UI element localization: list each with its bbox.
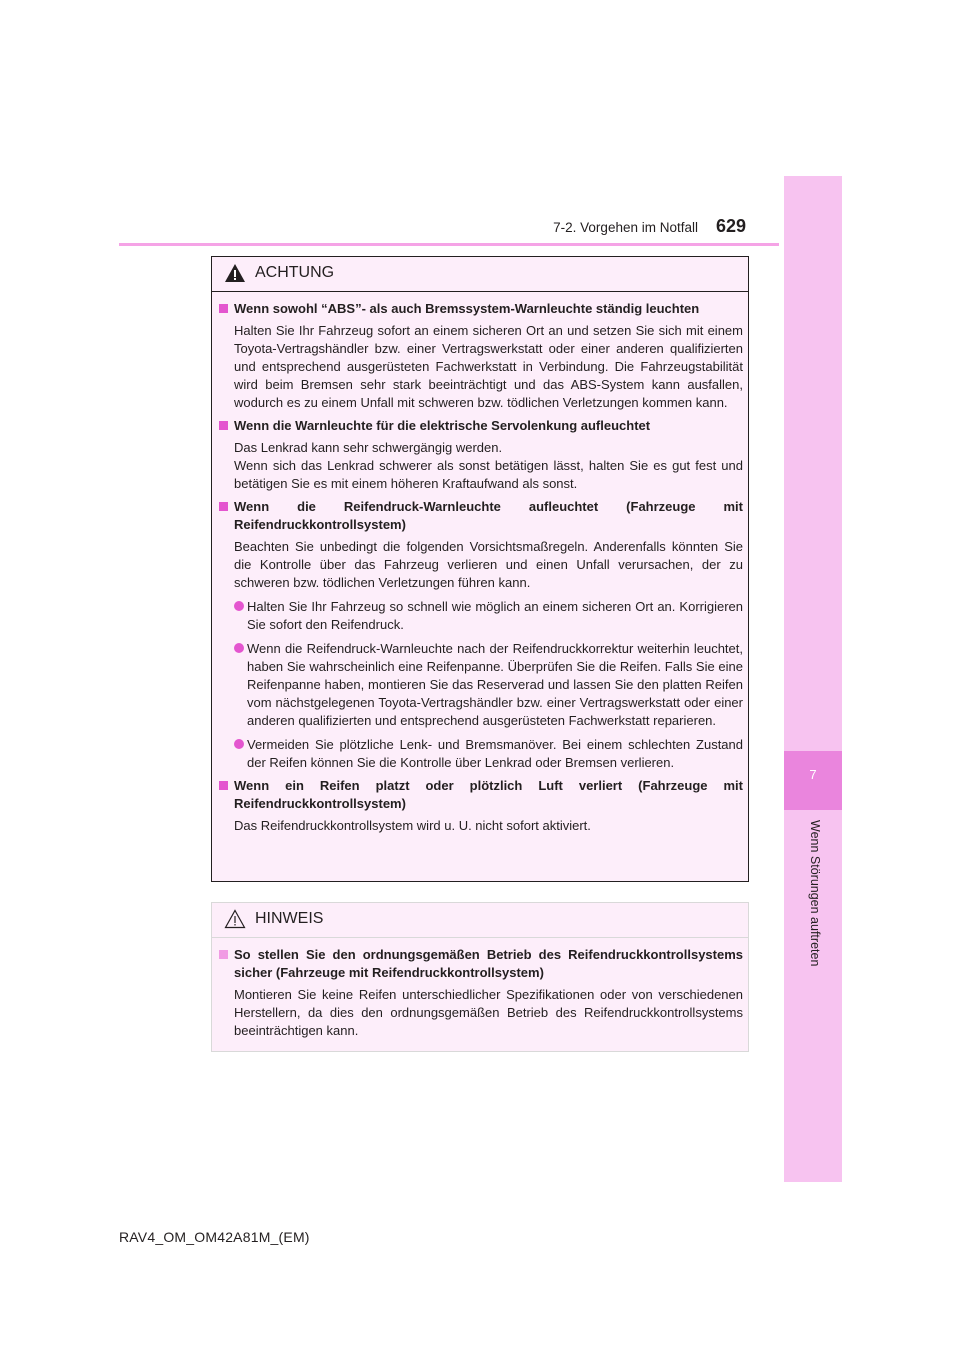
round-bullet-icon	[234, 739, 244, 749]
chapter-side-tab	[784, 176, 842, 1182]
square-bullet-icon	[219, 502, 228, 511]
item-title: Wenn ein Reifen platzt oder plötzlich Luft verliert (Fahrzeuge mit Reifendruckkontrollsystem)	[234, 778, 743, 811]
page-number: 629	[716, 216, 747, 236]
item-title: Wenn sowohl “ABS”- als auch Bremssystem-Warnleuchte ständig leuchten	[234, 301, 700, 316]
list-item: Vermeiden Sie plötzliche Lenk- und Bremsmanöver. Bei einem schlechten Zustand der Reifen können Sie die Kontrolle über Lenkrad oder Bremsen verlieren.	[217, 730, 743, 772]
chapter-number: 7	[809, 767, 817, 782]
achtung-item-tpms	[217, 498, 743, 772]
item-text: Montieren Sie keine Reifen unterschiedlicher Spezifikationen oder von verschiedenen Herstellern, da dies den ordnungsgemäßen Betrieb des Reifendruckkontrollsystems beeinträchtigen kann.	[234, 987, 743, 1038]
warning-outline-icon	[224, 909, 246, 929]
item-text: Halten Sie Ihr Fahrzeug sofort an einem sicheren Ort an und setzen Sie sich mit einem Toyota-Vertragshändler bzw. einer Vertragswerkstatt oder einer anderen qualifizierten und entsprechend ausgerüsteten Fachwerkstatt in Verbindung. Die Fahrzeugstabilität wird beim Bremsen sehr stark beeinträchtigt und das ABS-System kann ausfallen, wodurch es zu einem Unfall mit schweren bzw. tödlichen Verletzungen kommen kann.	[234, 323, 743, 410]
item-title: So stellen Sie den ordnungsgemäßen Betrieb des Reifendruckkontrollsystems sicher (Fahrzeuge mit Reifendruckkontrollsystem)	[234, 947, 743, 980]
achtung-item-abs	[217, 300, 743, 412]
document-code: RAV4_OM_OM42A81M_(EM)	[119, 1229, 310, 1245]
achtung-title: ACHTUNG	[255, 264, 335, 281]
header-divider	[119, 243, 779, 246]
warning-filled-icon	[224, 263, 246, 283]
hinweis-title: HINWEIS	[255, 910, 324, 927]
item-text: Das Reifendruckkontrollsystem wird u. U. nicht sofort aktiviert.	[234, 818, 591, 833]
list-item: Halten Sie Ihr Fahrzeug so schnell wie möglich an einem sicheren Ort an. Korrigieren Sie sofort den Reifendruck.	[217, 592, 743, 634]
square-bullet-icon	[219, 781, 228, 790]
section-title: 7-2. Vorgehen im Notfall	[553, 220, 698, 235]
item-title: Wenn die Reifendruck-Warnleuchte aufleuchtet (Fahrzeuge mit Reifendruckkontrollsystem)	[234, 499, 743, 532]
square-bullet-icon	[219, 950, 228, 959]
hinweis-box	[211, 902, 749, 1052]
item-text: Beachten Sie unbedingt die folgenden Vorsichtsmaßregeln. Anderenfalls könnten Sie die Kontrolle über das Fahrzeug verlieren und einen Unfall verursachen, der zu schweren bzw. tödlichen Verletzungen führen kann.	[234, 539, 743, 590]
achtung-header	[212, 257, 748, 292]
square-bullet-icon	[219, 421, 228, 430]
item-title: Wenn die Warnleuchte für die elektrische Servolenkung aufleuchtet	[234, 418, 651, 433]
achtung-box	[211, 256, 749, 882]
achtung-item-burst	[217, 777, 743, 835]
achtung-item-eps	[217, 417, 743, 493]
hinweis-item-tpms	[217, 946, 743, 1040]
chapter-title: Wenn Störungen auftreten	[808, 820, 822, 967]
item-text: Das Lenkrad kann sehr schwergängig werden. Wenn sich das Lenkrad schwerer als sonst betätigen lässt, halten Sie es gut fest und betätigen Sie es mit einem höheren Kraftaufwand als sonst.	[234, 440, 743, 491]
square-bullet-icon	[219, 304, 228, 313]
round-bullet-icon	[234, 643, 244, 653]
list-item: Wenn die Reifendruck-Warnleuchte nach der Reifendruckkorrektur weiterhin leuchtet, haben Sie wahrscheinlich eine Reifenpanne. Überprüfen Sie die Reifen. Falls Sie eine Reifenpanne haben, montieren Sie das Reserverad und lassen Sie den platten Reifen vom nächstgelegenen Toyota-Vertragshändler bzw. einer Vertragswerkstatt oder einer anderen qualifizierten und entsprechend ausgerüsteten Fachwerkstatt reparieren.	[217, 634, 743, 730]
hinweis-header	[212, 903, 748, 938]
round-bullet-icon	[234, 601, 244, 611]
